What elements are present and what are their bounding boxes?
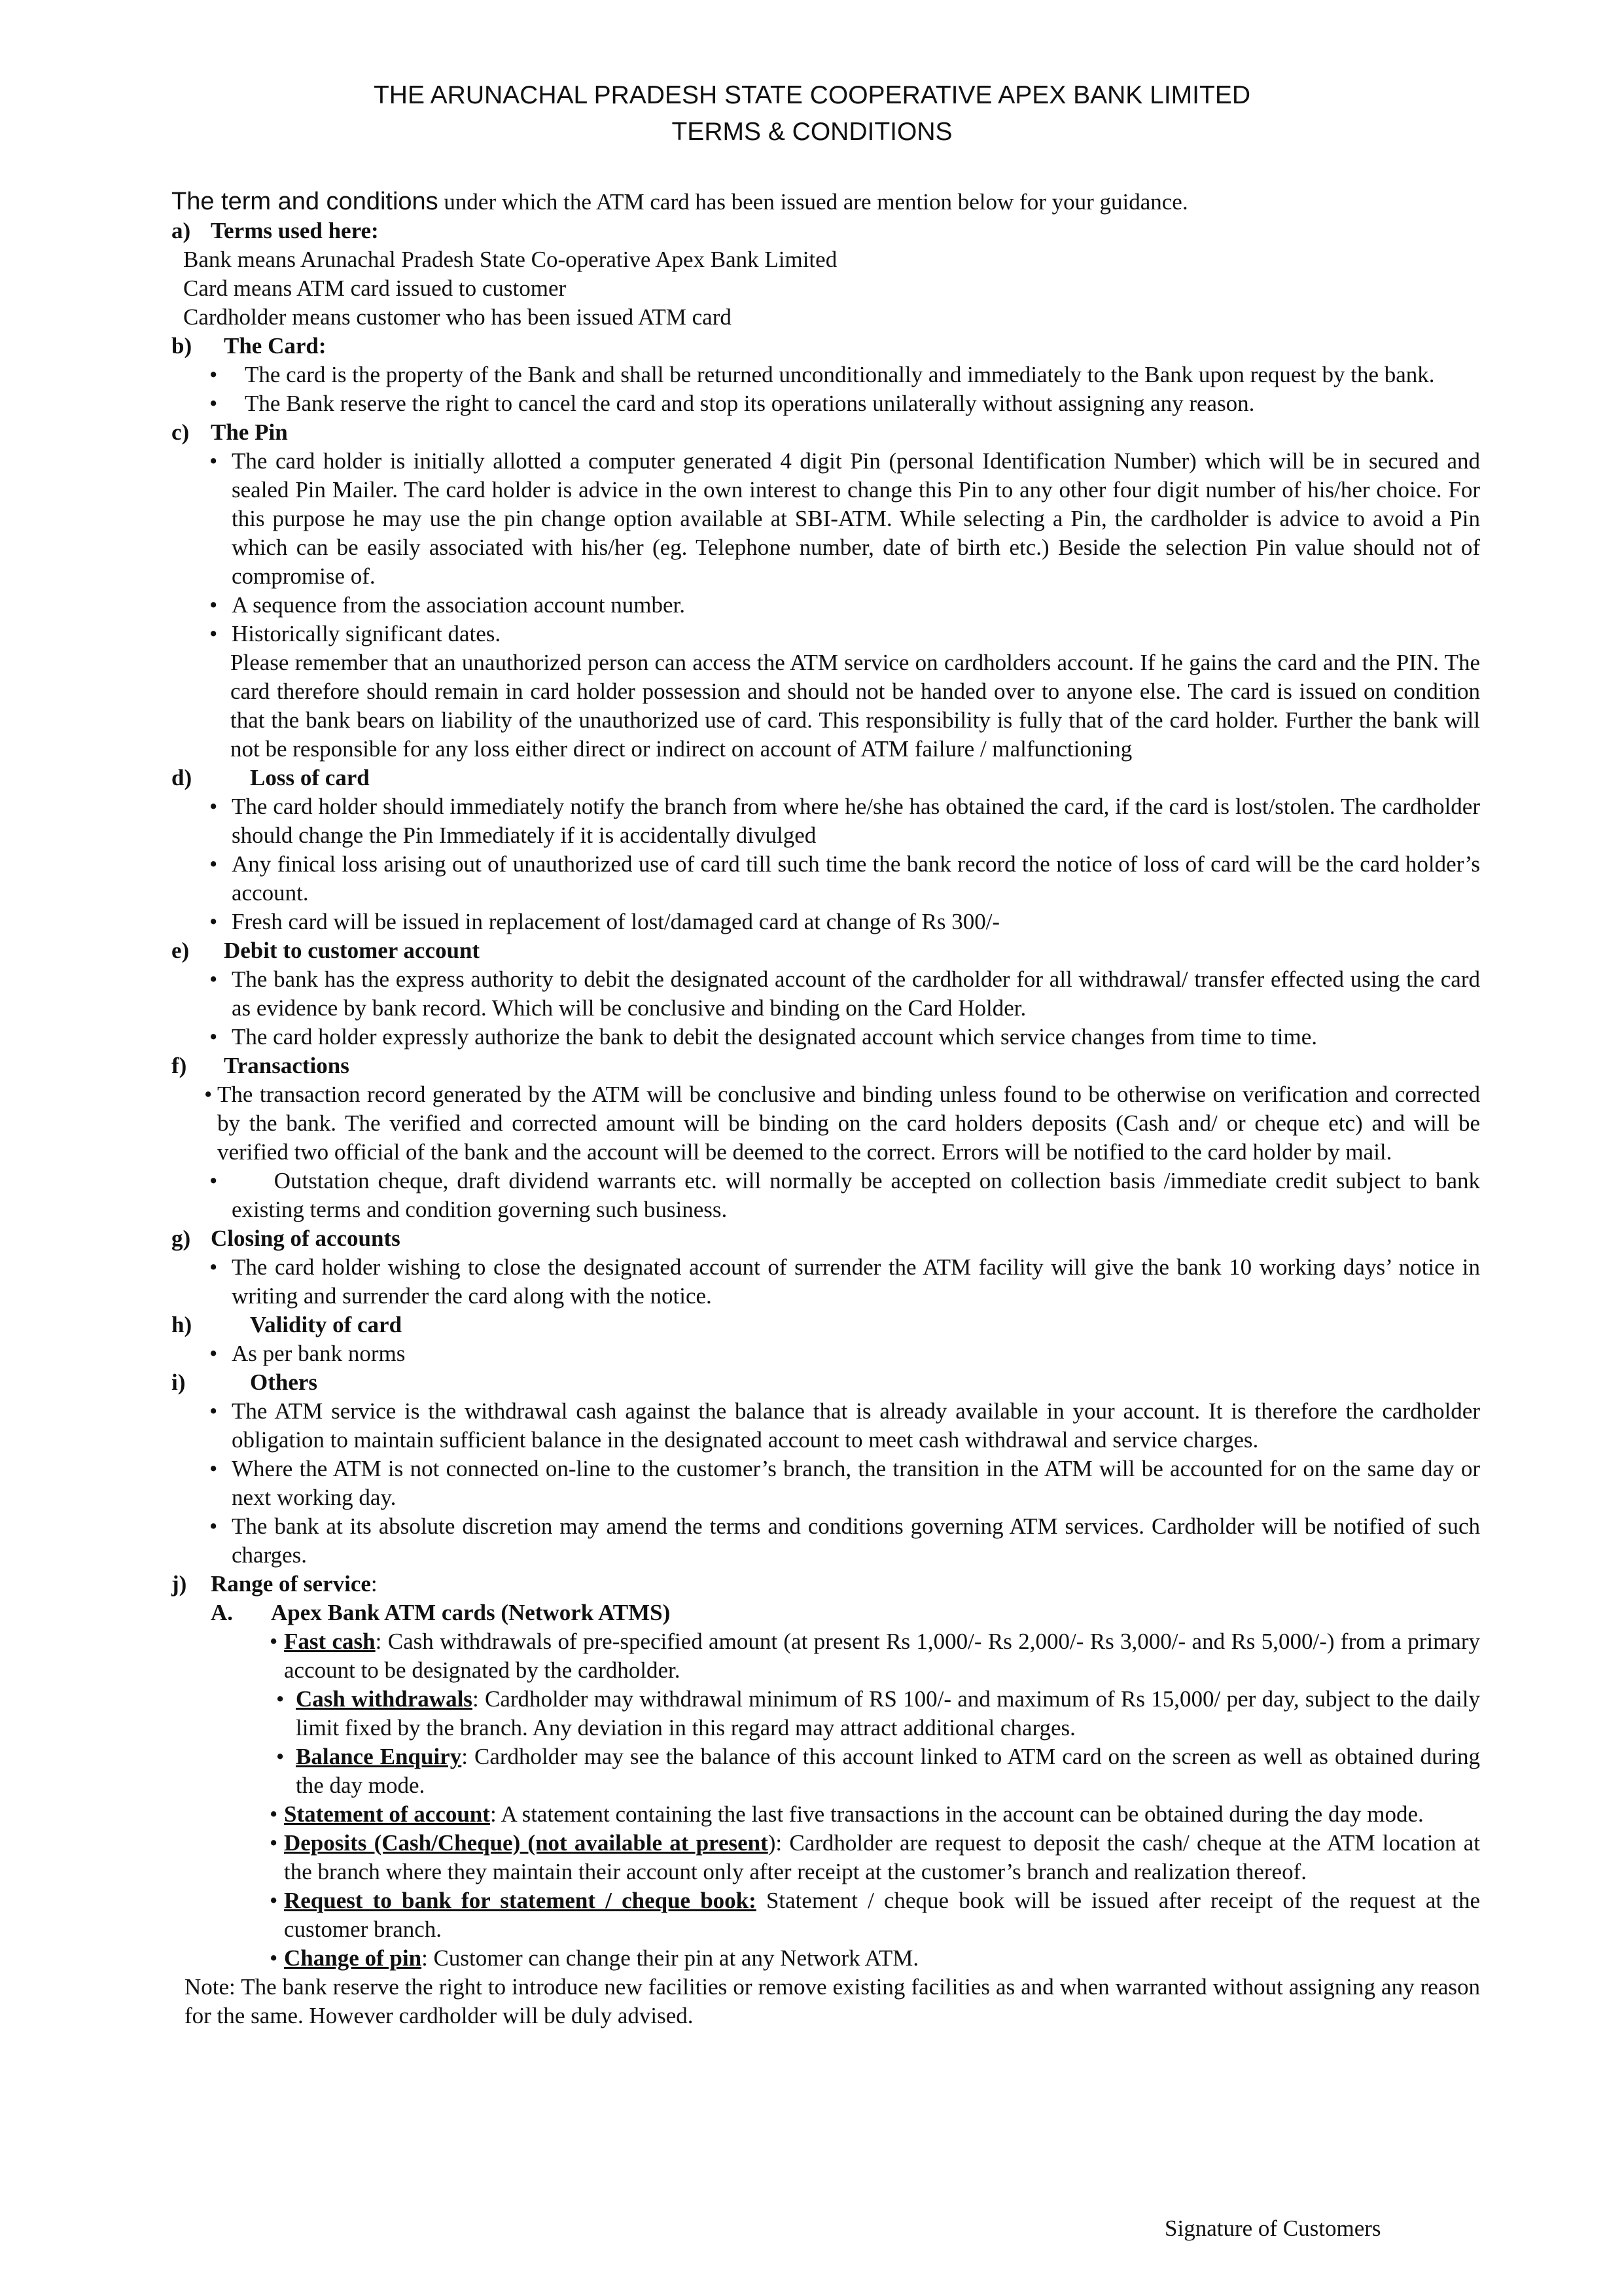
list-item: • The bank at its absolute discretion may amend the terms and conditions governing ATM services. Cardholder will be notified of such charges. <box>171 1512 1480 1570</box>
section-letter: g) <box>171 1226 191 1251</box>
definition-line: Card means ATM card issued to customer <box>183 275 567 301</box>
document-title: TERMS & CONDITIONS <box>671 118 953 146</box>
pin-warning-paragraph: Please remember that an unauthorized person can access the ATM service on cardholders account. If he gains the card and the PIN. The card therefore should remain in card holder possession and should not be handed over to anyone else. The card is issued on condition that the bank bears on liability of the unauthorized use of card. This responsibility is fully that of the card holder. Further the bank will not be responsible for any loss either direct or indirect on account of ATM failure / malfunctioning <box>230 650 1480 762</box>
service-term: Fast cash <box>284 1629 376 1654</box>
list-item: • The card holder wishing to close the designated account of surrender the ATM facility will give the bank 10 working days’ notice in writing and surrender the card along with the notice. <box>171 1253 1480 1311</box>
section-title: Validity of card <box>250 1312 402 1337</box>
section-title: Transactions <box>224 1053 349 1078</box>
service-list <box>171 1627 1480 1973</box>
service-item <box>171 1742 1480 1800</box>
intro-lead: The term and conditions <box>171 188 438 215</box>
bullet-list <box>171 1397 1480 1570</box>
section-letter: c) <box>171 419 190 445</box>
list-item: • Any finical loss arising out of unauthorized use of card till such time the bank record the notice of loss of card will be the card holder’s account. <box>171 850 1480 908</box>
section-heading <box>171 1570 1480 1598</box>
section-title: Loss of card <box>250 765 370 790</box>
service-term: Change of pin <box>284 1945 422 1971</box>
bullet-list <box>171 1339 1480 1368</box>
service-item <box>171 1800 1480 1829</box>
section-letter: d) <box>171 765 192 790</box>
subsection-heading <box>171 1598 1480 1627</box>
section-letter: e) <box>171 938 190 963</box>
section-the-card <box>171 332 1480 418</box>
definition-line: Bank means Arunachal Pradesh State Co-operative Apex Bank Limited <box>183 247 838 272</box>
section-validity-of-card <box>171 1311 1480 1368</box>
section-letter: a) <box>171 218 191 243</box>
section-title: The Card: <box>224 333 327 359</box>
section-letter: f) <box>171 1053 187 1078</box>
service-text: : A statement containing the last five transactions in the account can be obtained during the day mode. <box>489 1801 1424 1827</box>
bank-name-heading: THE ARUNACHAL PRADESH STATE COOPERATIVE APEX BANK LIMITED <box>373 81 1250 109</box>
list-item: • Where the ATM is not connected on-line to the customer’s branch, the transition in the ATM will be accounted for on the same day or next working day. <box>171 1455 1480 1512</box>
list-item: • As per bank norms <box>171 1339 1480 1368</box>
section-heading <box>171 1051 1480 1080</box>
section-heading <box>171 1311 1480 1339</box>
list-item: • The bank has the express authority to debit the designated account of the cardholder for all withdrawal/ transfer effected using the card as evidence by bank record. Which will be conclusive and binding on the Card Holder. <box>171 965 1480 1023</box>
service-term: Cash withdrawals <box>296 1686 472 1712</box>
list-item: • Fresh card will be issued in replacement of lost/damaged card at change of Rs 300/- <box>171 908 1480 936</box>
service-item <box>171 1886 1480 1944</box>
section-title: Range of service <box>211 1571 371 1597</box>
list-item: • A sequence from the association account number. <box>171 591 1480 620</box>
service-term: Deposits (Cash/Cheque) (not available at present <box>284 1830 768 1856</box>
service-item <box>171 1627 1480 1685</box>
service-term: Request to bank for statement / cheque book: <box>284 1888 756 1913</box>
section-debit-to-customer-account <box>171 936 1480 1051</box>
bullet-list <box>171 447 1480 648</box>
intro-rest: under which the ATM card has been issued are mention below for your guidance. <box>438 189 1188 215</box>
section-title: Terms used here: <box>211 218 379 243</box>
section-loss-of-card <box>171 764 1480 936</box>
section-title: Debit to customer account <box>224 938 480 963</box>
service-term: Balance Enquiry <box>296 1744 462 1769</box>
list-item: • The transaction record generated by the ATM will be conclusive and binding unless found to be otherwise on verification and corrected by the bank. The verified and corrected amount will be binding on the card holders deposits (Cash and/ or cheque etc) and will be verified two official of the bank and the account will be deemed to the correct. Errors will be notified to the card holder by mail. <box>171 1080 1480 1167</box>
list-item: • The ATM service is the withdrawal cash against the balance that is already available in your account. It is therefore the cardholder obligation to maintain sufficient balance in the designated account to meet cash withdrawal and service charges. <box>171 1397 1480 1455</box>
section-title: Others <box>250 1369 318 1395</box>
service-text: ): Cardholder are request to deposit the cash/ cheque at the ATM location at the branch where they maintain their account only after receipt at the customer’s branch and realization thereof. <box>284 1830 1480 1884</box>
list-item: • The card holder should immediately notify the branch from where he/she has obtained the card, if the card is lost/stolen. The cardholder should change the Pin Immediately if it is accidentally divulged <box>171 792 1480 850</box>
section-title-colon: : <box>370 1571 378 1597</box>
section-range-of-service <box>171 1570 1480 1973</box>
document-header <box>0 77 1624 150</box>
definition-line: Cardholder means customer who has been issued ATM card <box>183 304 732 330</box>
service-item <box>171 1829 1480 1886</box>
section-heading <box>171 418 1480 447</box>
intro-paragraph <box>171 187 1480 217</box>
section-transactions <box>171 1051 1486 1224</box>
service-text: Statement / cheque book will be issued after receipt of the request at the customer branch. <box>284 1888 1481 1942</box>
section-heading <box>171 764 1480 792</box>
service-term: Statement of account <box>284 1801 490 1827</box>
bullet-list <box>171 792 1480 936</box>
section-heading <box>171 332 1480 361</box>
list-item: • Historically significant dates. <box>171 620 1480 648</box>
list-item: • Outstation cheque, draft dividend warrants etc. will normally be accepted on collection basis /immediate credit subject to bank existing terms and condition governing such business. <box>171 1167 1480 1224</box>
section-letter: b) <box>171 333 192 359</box>
section-heading <box>171 1224 1480 1253</box>
bullet-list <box>171 361 1480 418</box>
note-paragraph: Note: The bank reserve the right to introduce new facilities or remove existing facilities as and when warranted without assigning any reason for the same. However cardholder will be duly advised. <box>185 1974 1480 2028</box>
service-item <box>171 1944 1480 1973</box>
list-item: • The Bank reserve the right to cancel the card and stop its operations unilaterally without assigning any reason. <box>171 389 1480 418</box>
section-letter: i) <box>171 1369 186 1395</box>
section-title: Closing of accounts <box>211 1226 400 1251</box>
section-title: The Pin <box>211 419 288 445</box>
subsection-letter: A. <box>211 1600 234 1625</box>
section-heading <box>171 217 1480 245</box>
service-text: : Cardholder may withdrawal minimum of RS 100/- and maximum of Rs 15,000/ per day, subject to the daily limit fixed by the branch. Any deviation in this regard may attract additional charges. <box>296 1686 1480 1740</box>
section-heading <box>171 1368 1480 1397</box>
bullet-list <box>171 1253 1480 1311</box>
service-item <box>171 1685 1480 1742</box>
section-the-pin <box>171 418 1480 764</box>
signature-label: Signature of Customers <box>1165 2216 1381 2241</box>
terms-body <box>171 187 1486 2030</box>
section-terms-used <box>171 217 1480 332</box>
section-letter: j) <box>171 1571 187 1597</box>
section-letter: h) <box>171 1312 192 1337</box>
subsection-title: Apex Bank ATM cards (Network ATMS) <box>271 1600 671 1625</box>
list-item: • The card is the property of the Bank and shall be returned unconditionally and immediately to the Bank upon request by the bank. <box>171 361 1480 389</box>
service-text: : Cardholder may see the balance of this account linked to ATM card on the screen as well as obtained during the day mode. <box>296 1744 1480 1798</box>
section-heading <box>171 936 1480 965</box>
service-text: : Cash withdrawals of pre-specified amount (at present Rs 1,000/- Rs 2,000/- Rs 3,000/- and Rs 5,000/-) from a primary account to be designated by the cardholder. <box>284 1629 1480 1683</box>
section-others <box>171 1368 1480 1570</box>
section-closing-of-accounts <box>171 1224 1480 1311</box>
list-item: • The card holder is initially allotted a computer generated 4 digit Pin (personal Identification Number) which will be in secured and sealed Pin Mailer. The card holder is advice in the own interest to change this Pin to any other four digit number of his/her choice. For this purpose he may use the pin change option available at SBI-ATM. While selecting a Pin, the cardholder is advice to avoid a Pin which can be easily associated with his/her (eg. Telephone number, date of birth etc.) Beside the selection Pin value should not of compromise of. <box>171 447 1480 591</box>
bullet-list <box>171 965 1480 1051</box>
service-text: : Customer can change their pin at any Network ATM. <box>421 1945 919 1971</box>
list-item: • The card holder expressly authorize the bank to debit the designated account which service changes from time to time. <box>171 1023 1480 1051</box>
bullet-list <box>171 1080 1486 1224</box>
